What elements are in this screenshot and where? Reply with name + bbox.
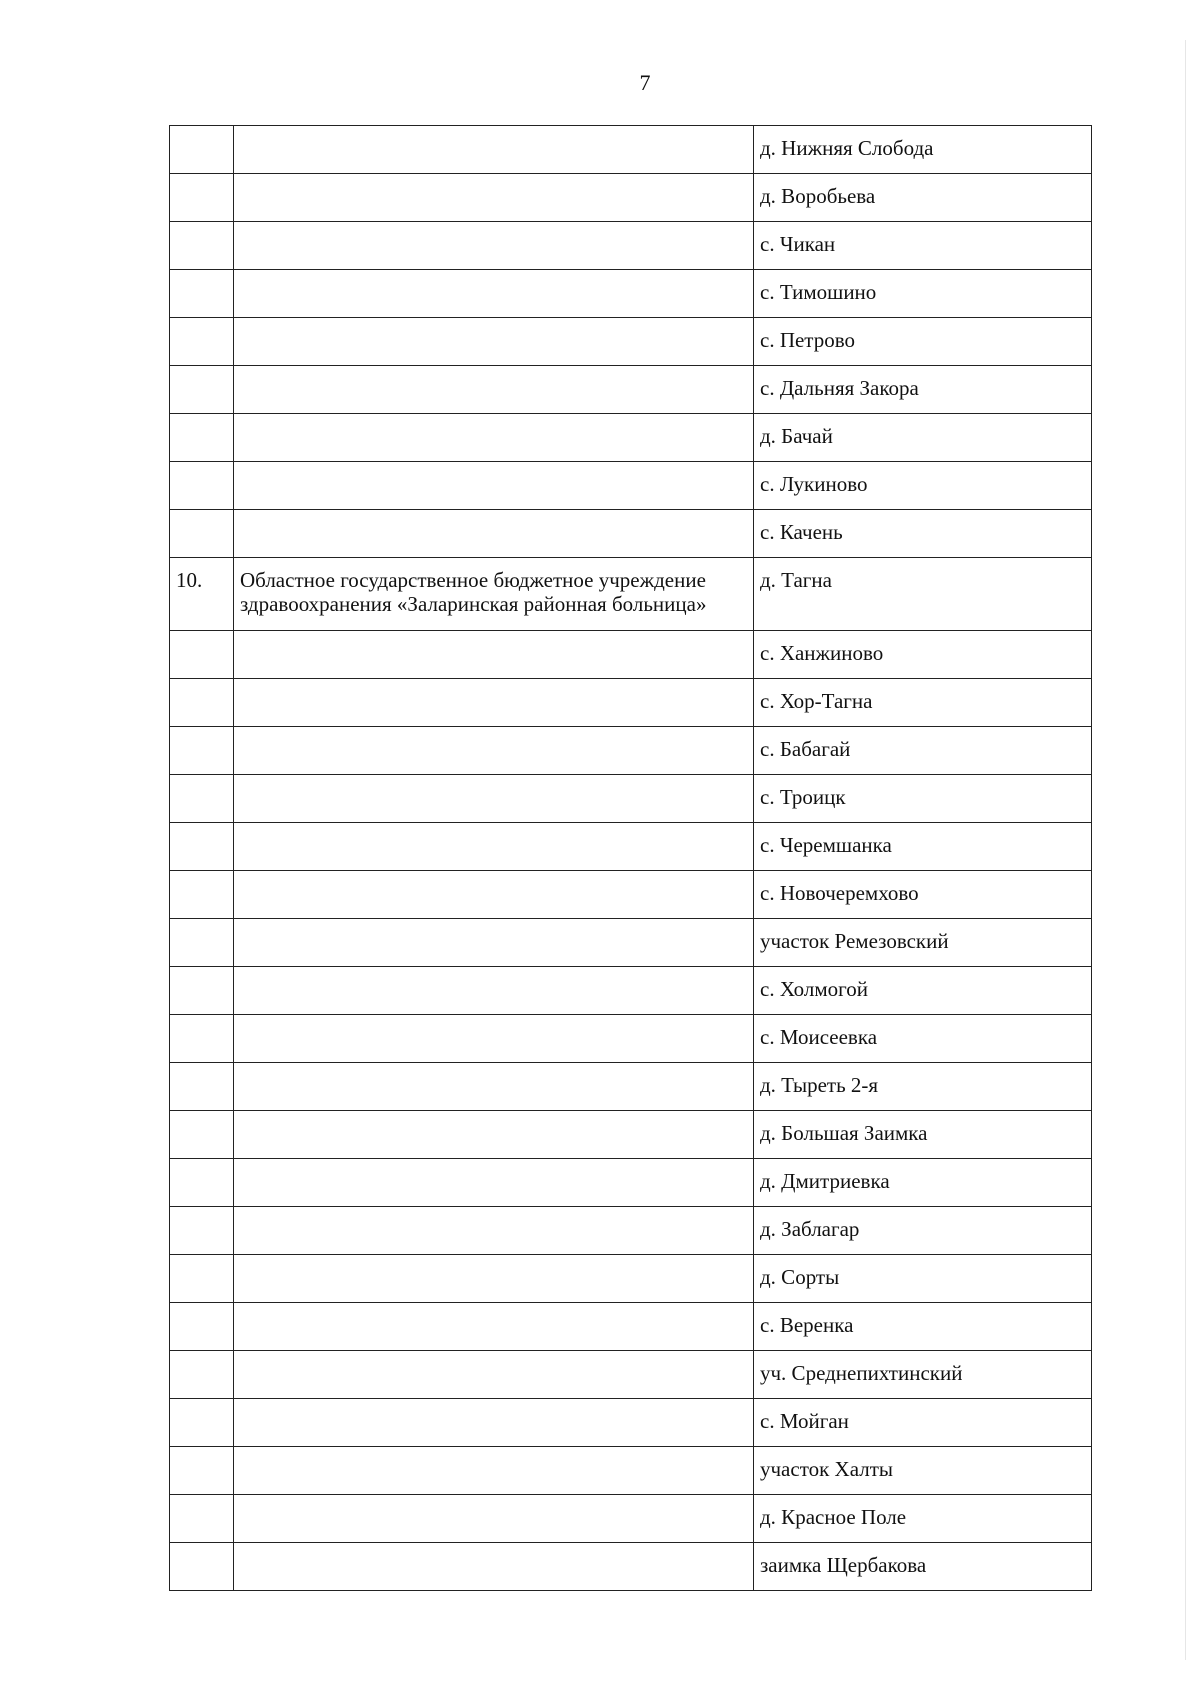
organization-cell	[234, 1303, 754, 1351]
organization-cell	[234, 1543, 754, 1591]
settlement-cell: участок Ремезовский	[754, 919, 1092, 967]
table-row	[170, 1447, 1092, 1495]
settlement-cell: д. Заблагар	[754, 1207, 1092, 1255]
table-row	[170, 318, 1092, 366]
row-number-cell	[170, 126, 234, 174]
table-row	[170, 174, 1092, 222]
row-number-cell	[170, 510, 234, 558]
settlement-cell: д. Тыреть 2-я	[754, 1063, 1092, 1111]
row-number-cell: 10.	[170, 558, 234, 631]
settlement-cell: с. Холмогой	[754, 967, 1092, 1015]
row-number-cell	[170, 222, 234, 270]
organization-cell	[234, 174, 754, 222]
row-number-cell	[170, 919, 234, 967]
row-number-cell	[170, 1159, 234, 1207]
row-number-cell	[170, 270, 234, 318]
settlement-cell: д. Большая Заимка	[754, 1111, 1092, 1159]
settlement-cell: с. Петрово	[754, 318, 1092, 366]
settlement-cell: с. Чикан	[754, 222, 1092, 270]
row-number-cell	[170, 775, 234, 823]
table-row	[170, 1255, 1092, 1303]
table-row	[170, 631, 1092, 679]
settlement-cell: с. Ханжиново	[754, 631, 1092, 679]
settlement-cell: участок Халты	[754, 1447, 1092, 1495]
organization-cell	[234, 1447, 754, 1495]
table-row	[170, 1351, 1092, 1399]
table-row	[170, 510, 1092, 558]
row-number-cell	[170, 1303, 234, 1351]
row-number-cell	[170, 1015, 234, 1063]
table-row	[170, 1111, 1092, 1159]
organization-cell	[234, 318, 754, 366]
page-number: 7	[639, 70, 651, 95]
organization-cell	[234, 462, 754, 510]
settlement-cell: д. Нижняя Слобода	[754, 126, 1092, 174]
settlement-cell: с. Тимошино	[754, 270, 1092, 318]
organization-cell	[234, 1015, 754, 1063]
row-number-cell	[170, 366, 234, 414]
table-row	[170, 126, 1092, 174]
organization-cell	[234, 775, 754, 823]
row-number-cell	[170, 1207, 234, 1255]
row-number-cell	[170, 1063, 234, 1111]
settlement-cell: д. Тагна	[754, 558, 1092, 631]
settlement-cell: с. Троицк	[754, 775, 1092, 823]
organization-cell	[234, 366, 754, 414]
settlement-cell: с. Лукиново	[754, 462, 1092, 510]
row-number-cell	[170, 1399, 234, 1447]
table-body	[170, 126, 1092, 1591]
settlement-cell: с. Качень	[754, 510, 1092, 558]
table-row	[170, 967, 1092, 1015]
organization-cell	[234, 1159, 754, 1207]
table-row	[170, 919, 1092, 967]
settlement-cell: с. Хор-Тагна	[754, 679, 1092, 727]
row-number-cell	[170, 1351, 234, 1399]
settlement-cell: д. Воробьева	[754, 174, 1092, 222]
settlement-cell: уч. Среднепихтинский	[754, 1351, 1092, 1399]
row-number-cell	[170, 1447, 234, 1495]
table-row	[170, 462, 1092, 510]
settlement-cell: д. Дмитриевка	[754, 1159, 1092, 1207]
table-row	[170, 727, 1092, 775]
row-number-cell	[170, 1495, 234, 1543]
row-number-cell	[170, 967, 234, 1015]
settlements-table	[169, 125, 1092, 1591]
table-row	[170, 1543, 1092, 1591]
table-row	[170, 366, 1092, 414]
table-row	[170, 414, 1092, 462]
table-row	[170, 823, 1092, 871]
organization-cell: Областное государственное бюджетное учреждение здравоохранения «Заларинская районная больница»	[234, 558, 754, 631]
table-row	[170, 1399, 1092, 1447]
row-number-cell	[170, 727, 234, 775]
table-row	[170, 1207, 1092, 1255]
organization-cell	[234, 727, 754, 775]
table-row	[170, 775, 1092, 823]
row-number-cell	[170, 631, 234, 679]
organization-cell	[234, 1399, 754, 1447]
organization-cell	[234, 1207, 754, 1255]
organization-cell	[234, 1351, 754, 1399]
settlement-cell: с. Веренка	[754, 1303, 1092, 1351]
page-edge-line	[1185, 40, 1186, 1660]
organization-cell	[234, 967, 754, 1015]
row-number-cell	[170, 1255, 234, 1303]
row-number-cell	[170, 823, 234, 871]
row-number-cell	[170, 679, 234, 727]
settlement-cell: с. Черемшанка	[754, 823, 1092, 871]
organization-cell	[234, 1255, 754, 1303]
organization-cell	[234, 823, 754, 871]
row-number-cell	[170, 1111, 234, 1159]
organization-cell	[234, 631, 754, 679]
settlement-cell: д. Красное Поле	[754, 1495, 1092, 1543]
organization-cell	[234, 222, 754, 270]
settlement-cell: с. Новочеремхово	[754, 871, 1092, 919]
organization-cell	[234, 510, 754, 558]
settlement-cell: д. Бачай	[754, 414, 1092, 462]
table-row	[170, 1303, 1092, 1351]
table-row	[170, 1015, 1092, 1063]
table-row	[170, 871, 1092, 919]
organization-cell	[234, 414, 754, 462]
organization-cell	[234, 919, 754, 967]
settlement-cell: заимка Щербакова	[754, 1543, 1092, 1591]
organization-cell	[234, 1063, 754, 1111]
organization-cell	[234, 871, 754, 919]
organization-cell	[234, 270, 754, 318]
row-number-cell	[170, 318, 234, 366]
organization-cell	[234, 1495, 754, 1543]
settlement-cell: с. Моисеевка	[754, 1015, 1092, 1063]
settlement-cell: с. Мойган	[754, 1399, 1092, 1447]
table-row	[170, 270, 1092, 318]
settlement-cell: с. Дальняя Закора	[754, 366, 1092, 414]
row-number-cell	[170, 414, 234, 462]
table-row	[170, 1063, 1092, 1111]
row-number-cell	[170, 174, 234, 222]
table-row	[170, 558, 1092, 631]
organization-cell	[234, 126, 754, 174]
table-row	[170, 1159, 1092, 1207]
settlement-cell: д. Сорты	[754, 1255, 1092, 1303]
table-row	[170, 1495, 1092, 1543]
row-number-cell	[170, 871, 234, 919]
table-row	[170, 679, 1092, 727]
organization-cell	[234, 1111, 754, 1159]
table-row	[170, 222, 1092, 270]
row-number-cell	[170, 462, 234, 510]
settlement-cell: с. Бабагай	[754, 727, 1092, 775]
row-number-cell	[170, 1543, 234, 1591]
organization-cell	[234, 679, 754, 727]
